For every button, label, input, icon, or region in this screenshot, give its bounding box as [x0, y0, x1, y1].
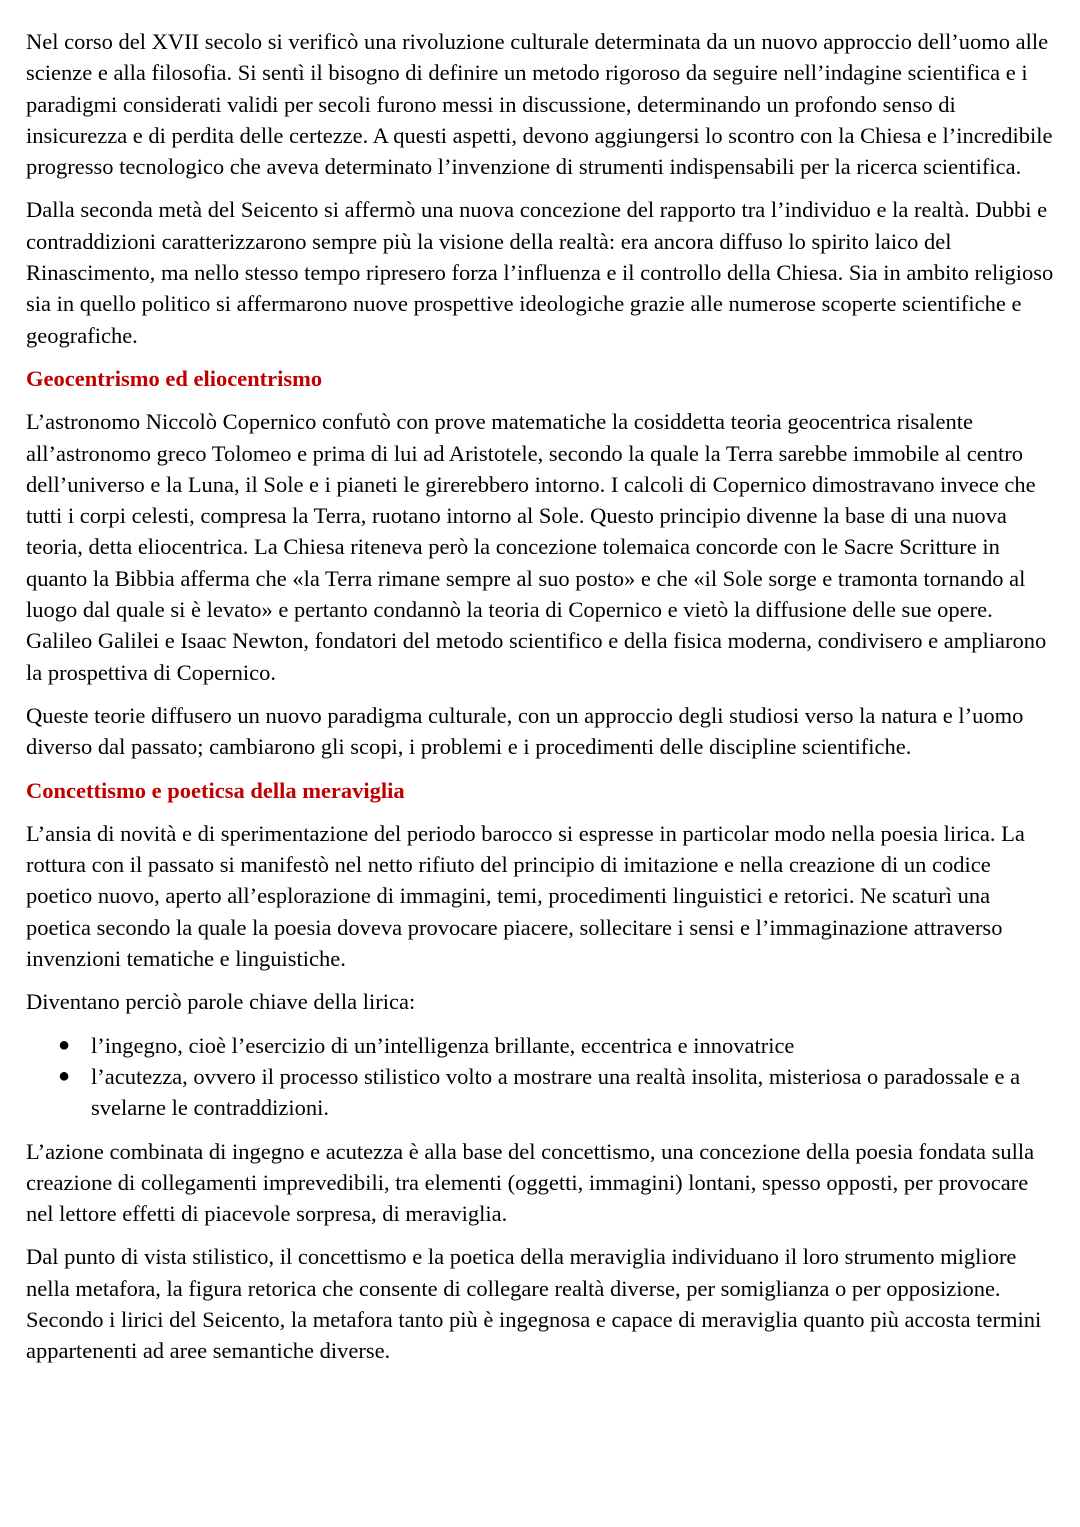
heading-concettismo: Concettismo e poeticsa della meraviglia: [26, 777, 405, 803]
paragraph-azione-combinata: L’azione combinata di ingegno e acutezza è alla base del concettismo, una concezione della poesia fondata sulla creazione di collegamenti imprevedibili, tra elementi (oggetti, immagini) lontani, spesso opposti, per provocare nel lettore effetti di piacevole sorpresa, di meraviglia.: [26, 1138, 1035, 1227]
bullet-icon: ●: [58, 1033, 71, 1056]
keyword-list: [26, 1030, 1058, 1124]
paragraph-intro: Nel corso del XVII secolo si verificò una rivoluzione culturale determinata da un nuovo approccio dell’uomo alle scienze e alla filosofia. Si sentì il bisogno di definire un metodo rigoroso da seguire nell’indagine scientifica e i paradigmi considerati validi per secoli furono messi in discussione, determinando un profondo senso di insicurezza e di perdita delle certezze. A questi aspetti, devono aggiungersi lo scontro con la Chiesa e l’incredibile progresso tecnologico che aveva determinato l’invenzione di strumenti indispensabili per la ricerca scientifica.: [26, 29, 1053, 180]
list-item: [58, 1030, 1058, 1061]
paragraph-metafora: Dal punto di vista stilistico, il concettismo e la poetica della meraviglia individuano il loro strumento migliore nella metafora, la figura retorica che consente di collegare realtà diverse, per somiglianza o per opposizione. Secondo i lirici del Seicento, la metafora tanto più è ingegnosa e capace di meraviglia quanto più accosta termini appartenenti ad aree semantiche diverse.: [26, 1244, 1042, 1364]
paragraph-paradigma: Queste teorie diffusero un nuovo paradigma culturale, con un approccio degli studiosi verso la natura e l’uomo diverso dal passato; cambiarono gli scopi, i problemi e i procedimenti delle discipline scientifiche.: [26, 702, 1024, 760]
list-item-text: l’acutezza, ovvero il processo stilistico volto a mostrare una realtà insolita, misteriosa o paradossale e a svelarne le contraddizioni.: [91, 1063, 1021, 1121]
list-item-text: l’ingegno, cioè l’esercizio di un’intelligenza brillante, eccentrica e innovatrice: [91, 1032, 795, 1058]
paragraph-seicento: Dalla seconda metà del Seicento si affermò una nuova concezione del rapporto tra l’individuo e la realtà. Dubbi e contraddizioni caratterizzarono sempre più la visione della realtà: era ancora diffuso lo spirito laico del Rinascimento, ma nello stesso tempo ripresero forza l’influenza e il controllo della Chiesa. Sia in ambito religioso sia in quello politico si affermarono nuove prospettive ideologiche grazie alle numerose scoperte scientifiche e geografiche.: [26, 197, 1054, 348]
bullet-icon: ●: [58, 1064, 71, 1087]
paragraph-parole-chiave: Diventano perciò parole chiave della lirica:: [26, 989, 416, 1015]
paragraph-copernico: L’astronomo Niccolò Copernico confutò con prove matematiche la cosiddetta teoria geocentrica risalente all’astronomo greco Tolomeo e prima di lui ad Aristotele, secondo la quale la Terra sarebbe immobile al centro dell’universo e la Luna, il Sole e i pianeti le girerebbero intorno. I calcoli di Copernico dimostravano invece che tutti i corpi celesti, compresa la Terra, ruotano intorno al Sole. Questo principio divenne la base di una nuova teoria, detta eliocentrica. La Chiesa riteneva però la concezione tolemaica concorde con le Sacre Scritture in quanto la Bibbia afferma che «la Terra rimane sempre al suo posto» e che «il Sole sorge e tramonta tornando al luogo dal quale si è levato» e pertanto condannò la teoria di Copernico e vietò la diffusione delle sue opere. Galileo Galilei e Isaac Newton, fondatori del metodo scientifico e della fisica moderna, condivisero e ampliarono la prospettiva di Copernico.: [26, 409, 1047, 685]
list-item: [58, 1061, 1058, 1124]
paragraph-barocco: L’ansia di novità e di sperimentazione del periodo barocco si espresse in particolar modo nella poesia lirica. La rottura con il passato si manifestò nel netto rifiuto del principio di imitazione e nella creazione di un codice poetico nuovo, aperto all’esplorazione di immagini, temi, procedimenti linguistici e retorici. Ne scaturì una poetica secondo la quale la poesia doveva provocare piacere, sollecitare i sensi e l’immaginazione attraverso invenzioni tematiche e linguistiche.: [26, 820, 1025, 972]
heading-geocentrismo: Geocentrismo ed eliocentrismo: [26, 365, 323, 391]
